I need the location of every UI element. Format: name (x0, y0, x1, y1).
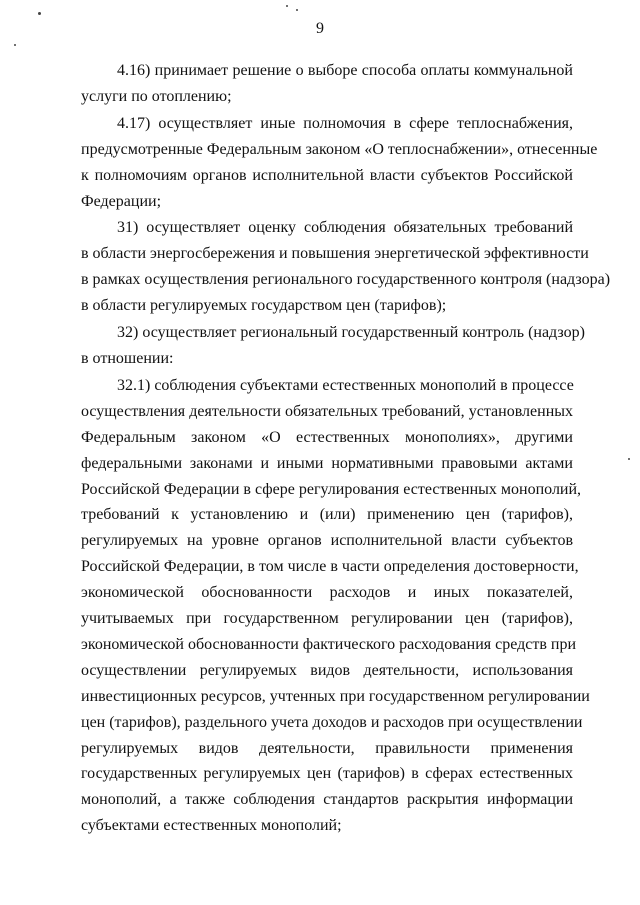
text-line: Российской Федерации, в том числе в части определения достоверности, (81, 558, 579, 576)
text-line: 4.17) осуществляет иные полномочия в сфере теплоснабжения, (117, 114, 573, 132)
text-line: 32.1) соблюдения субъектами естественных монополий в процессе (117, 376, 574, 394)
text-line: в области энергосбережения и повышения энергетической эффективности (81, 245, 589, 263)
text-line: осуществления деятельности обязательных требований, установленных (81, 402, 573, 420)
text-line: экономической обоснованности фактического расходования средств при (81, 635, 577, 653)
text-line: предусмотренные Федеральным законом «О теплоснабжении», отнесенные (81, 140, 598, 158)
text-line: регулируемых на уровне органов исполнительной власти субъектов (81, 532, 573, 550)
text-line: регулируемых видов деятельности, правильности применения (81, 739, 573, 757)
text-line: учитываемых при государственном регулировании цен (тарифов), (81, 610, 573, 628)
text-line: Российской Федерации в сфере регулирования естественных монополий, (81, 480, 582, 498)
text-line: к полномочиям органов исполнительной власти субъектов Российской (81, 166, 573, 184)
scan-speck (286, 5, 288, 7)
text-line: субъектами естественных монополий; (81, 817, 342, 835)
text-line: 4.16) принимает решение о выборе способа оплаты коммунальной (117, 62, 573, 79)
scan-speck (14, 44, 16, 46)
text-line: федеральными законами и иными нормативными правовыми актами (81, 454, 573, 472)
text-line: инвестиционных ресурсов, учтенных при государственном регулировании (81, 687, 590, 705)
paragraph-31 (81, 215, 611, 319)
scan-speck (296, 9, 298, 11)
text-line: государственных регулируемых цен (тарифов) в сферах естественных (81, 765, 573, 783)
text-line: в отношении: (81, 349, 174, 367)
text-line: 31) осуществляет оценку соблюдения обязательных требований (117, 219, 573, 237)
text-line: 32) осуществляет региональный государственный контроль (надзор) (117, 324, 585, 342)
text-line: требований к установлению и (или) применению цен (тарифов), (81, 506, 573, 524)
text-line: Федерации; (81, 192, 162, 210)
text-line: цен (тарифов), раздельного учета доходов и расходов при осуществлении (81, 713, 583, 731)
text-line: монополий, а также соблюдения стандартов раскрытия информации (81, 791, 573, 809)
scan-speck (38, 12, 41, 15)
paragraph-4-16 (81, 58, 573, 110)
paragraph-32-1 (81, 373, 590, 839)
text-line: осуществлении регулируемых видов деятельности, использования (81, 661, 573, 679)
page-number: 9 (316, 20, 324, 37)
text-line: Федеральным законом «О естественных монополиях», другими (81, 428, 573, 446)
text-line: экономической обоснованности расходов и иных показателей, (81, 584, 573, 602)
paragraph-32 (81, 320, 585, 372)
text-line: услуги по отоплению; (81, 87, 232, 105)
text-line: в рамках осуществления регионального государственного контроля (надзора) (81, 271, 611, 289)
scan-speck (628, 458, 630, 460)
document-body (81, 58, 611, 840)
text-line: в области регулируемых государством цен (тарифов); (81, 297, 447, 315)
paragraph-4-17 (81, 111, 598, 215)
